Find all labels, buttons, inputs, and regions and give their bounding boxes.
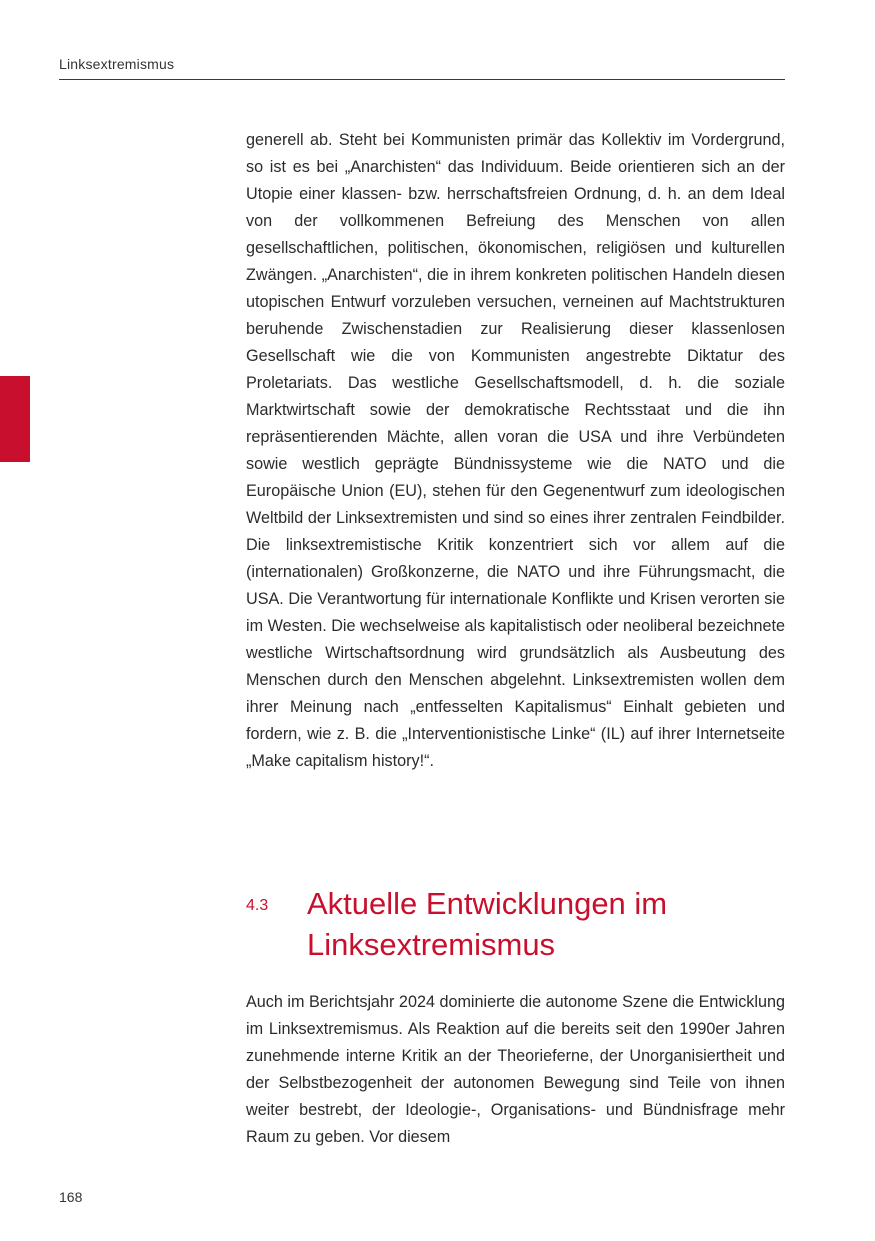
header-rule: [59, 79, 785, 80]
body-paragraph-2: Auch im Berichtsjahr 2024 dominierte die autonome Szene die Entwicklung im Linksextremismus. Als Reaktion auf die bereits seit den 1990er Jahren zunehmende interne Kritik an der Theorieferne, der Unorganisiertheit und der Selbstbezogenheit der autonomen Bewegung sind Teile von ihnen weiter bestrebt, der Ideologie-, Organisations- und Bündnisfrage mehr Raum zu geben. Vor diesem: [246, 993, 785, 1146]
body-paragraph-1: generell ab. Steht bei Kommunisten primär das Kollektiv im Vordergrund, so ist es bei „Anarchisten“ das Individuum. Beide orientieren sich an der Utopie einer klassen- bzw. herrschaftsfreien Ordnung, d. h. an dem Ideal von der vollkommenen Befreiung des Menschen von allen gesellschaftlichen, politischen, ökonomischen, religiösen und kulturellen Zwängen. „Anarchisten“, die in ihrem konkreten politischen Handeln diesen utopischen Entwurf vorzuleben versuchen, verneinen auf Machtstrukturen beruhende Zwischenstadien zur Realisierung dieser klassenlosen Gesellschaft wie die von Kommunisten angestrebte Diktatur des Proletariats. Das westliche Gesellschaftsmodell, d. h. die soziale Marktwirtschaft sowie der demokratische Rechtsstaat und die ihn repräsentierenden Mächte, allen voran die USA und ihre Verbündeten sowie westlich geprägte Bündnissysteme wie die NATO und die Europäische Union (EU), stehen für den Gegenentwurf zum ideologischen Weltbild der Linksextremisten und sind so eines ihrer zentralen Feindbilder. Die linksextremistische Kritik konzentriert sich vor allem auf die (internationalen) Großkonzerne, die NATO und ihre Führungsmacht, die USA. Die Verantwortung für internationale Konflikte und Krisen verorten sie im Westen. Die wechselweise als kapitalistisch oder neoliberal bezeichnete westliche Wirtschaftsordnung wird grundsätzlich als Ausbeutung des Menschen durch den Menschen abgelehnt. Linksextremisten wollen dem ihrer Meinung nach „entfesselten Kapitalismus“ Einhalt gebieten und fordern, wie z. B. die „Interventionistische Linke“ (IL) auf ihrer Internetseite „Make capitalism history!“.: [246, 131, 785, 770]
page-number: 168: [59, 1189, 83, 1205]
section-title: Aktuelle Entwicklungen im Linksextremismus: [307, 886, 668, 962]
running-header: Linksextremismus: [59, 56, 175, 72]
section-number: 4.3: [246, 897, 269, 914]
chapter-side-tab: [0, 376, 30, 462]
